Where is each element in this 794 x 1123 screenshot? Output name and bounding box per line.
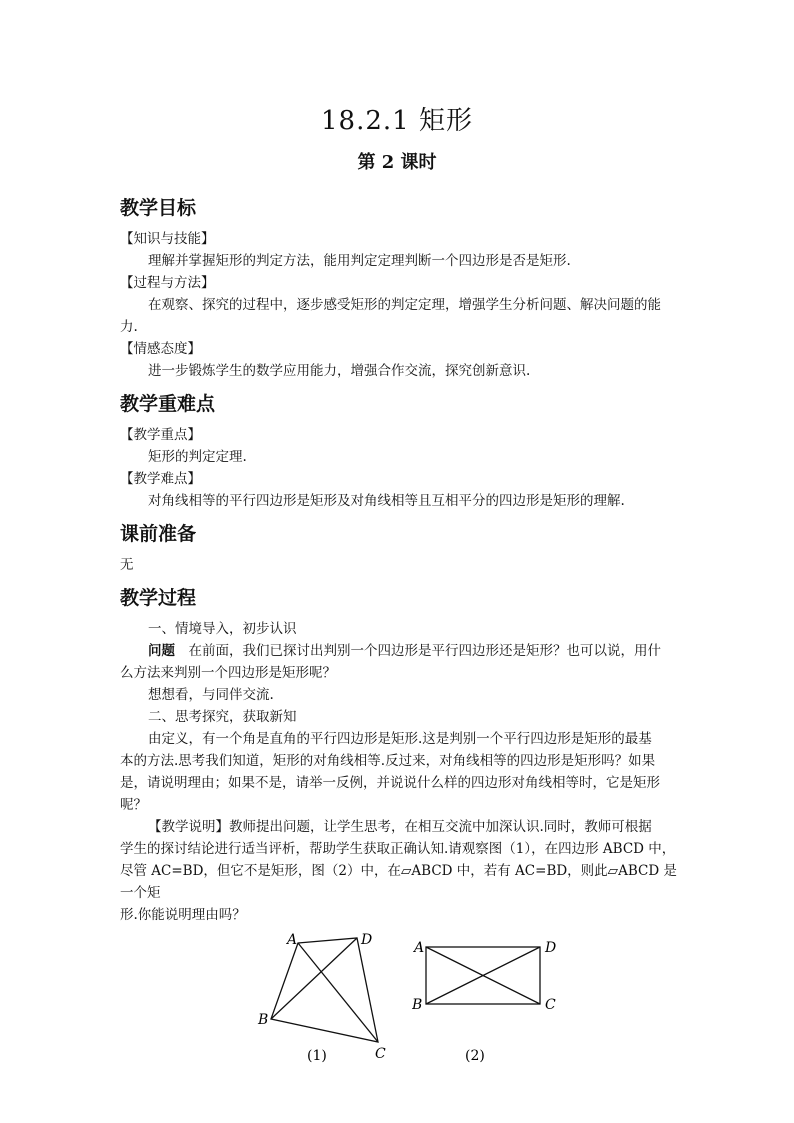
figure-1-quadrilateral <box>255 932 395 1067</box>
knowledge-label: 【知识与技能】 <box>120 231 215 247</box>
problem-line-1 <box>120 640 680 662</box>
section-heading-process: 教学过程 <box>120 587 197 609</box>
difficult-text: 对角线相等的平行四边形是矩形及对角线相等且互相平分的四边形是矩形的理解. <box>148 493 625 509</box>
page-title: 18.2.1 矩形 <box>321 106 473 136</box>
diagonal-bd <box>271 938 357 1019</box>
think-text: 想想看，与同伴交流. <box>148 687 274 703</box>
vertex-label-d: D <box>361 932 373 948</box>
vertex-label-b: B <box>258 1012 269 1028</box>
para2-line-3: 尽管 AC=BD，但它不是矩形，图（2）中，在▱ABCD 中，若有 AC=BD，则此▱ABCD 是一个矩 <box>120 863 677 901</box>
preparation-text: 无 <box>120 557 134 573</box>
document-body <box>120 186 680 1067</box>
step2-text: 二、思考探究，获取新知 <box>148 709 297 725</box>
process-label: 【过程与方法】 <box>120 275 215 291</box>
attitude-text: 进一步锻炼学生的数学应用能力，增强合作交流，探究创新意识. <box>148 363 531 379</box>
vertex-label-d: D <box>545 940 557 956</box>
figure-2-rectangle <box>412 932 572 1067</box>
vertex-label-b: B <box>412 997 423 1013</box>
section-heading-objectives: 教学目标 <box>120 197 197 219</box>
para1-line-4: 呢？ <box>120 797 147 813</box>
para2-line-2: 学生的探讨结论进行适当评析，帮助学生获取正确认知.请观察图（1），在四边形 ABCD 中， <box>120 841 676 857</box>
difficult-label: 【教学难点】 <box>120 471 201 487</box>
problem-label: 问题 <box>148 643 175 659</box>
para2-line-1: 【教学说明】教师提出问题，让学生思考，在相互交流中加深认识.同时，教师可根据 <box>148 819 652 835</box>
problem-text-2: 么方法来判别一个四边形是矩形呢？ <box>120 665 336 681</box>
vertex-label-c: C <box>545 997 556 1013</box>
vertex-label-a: A <box>287 932 298 948</box>
vertex-label-c: C <box>375 1046 386 1062</box>
section-heading-keypoints: 教学重难点 <box>120 393 216 415</box>
process-text-2: 力. <box>120 319 138 335</box>
problem-text-1: 在前面，我们已探讨出判别一个四边形是平行四边形还是矩形？也可以说，用什 <box>175 643 661 659</box>
section-heading-preparation: 课前准备 <box>120 523 197 545</box>
para1-line-1: 由定义，有一个角是直角的平行四边形是矩形.这是判别一个平行四边形是矩形的最基 <box>148 731 652 747</box>
figure-2-caption: (2) <box>465 1048 485 1064</box>
key-text: 矩形的判定定理. <box>148 449 247 465</box>
figures <box>120 932 680 1067</box>
key-label: 【教学重点】 <box>120 427 201 443</box>
knowledge-text: 理解并掌握矩形的判定方法，能用判定定理判断一个四边形是否是矩形. <box>148 253 571 269</box>
process-text-1: 在观察、探究的过程中，逐步感受矩形的判定定理，增强学生分析问题、解决问题的能 <box>148 297 661 313</box>
para1-line-3: 是，请说明理由；如果不是，请举一反例，并说说什么样的四边形对角线相等时，它是矩形 <box>120 775 660 791</box>
para1-line-2: 本的方法.思考我们知道，矩形的对角线相等.反过来，对角线相等的四边形是矩形吗？如果 <box>120 753 656 769</box>
page-subtitle: 第 2 课时 <box>357 152 437 173</box>
para2-line-4: 形.你能说明理由吗？ <box>120 907 246 923</box>
vertex-label-a: A <box>414 940 425 956</box>
quadrilateral-abcd <box>271 938 378 1042</box>
step1-text: 一、情境导入，初步认识 <box>148 621 297 637</box>
figure-1-caption: (1) <box>307 1048 327 1064</box>
attitude-label: 【情感态度】 <box>120 341 201 357</box>
